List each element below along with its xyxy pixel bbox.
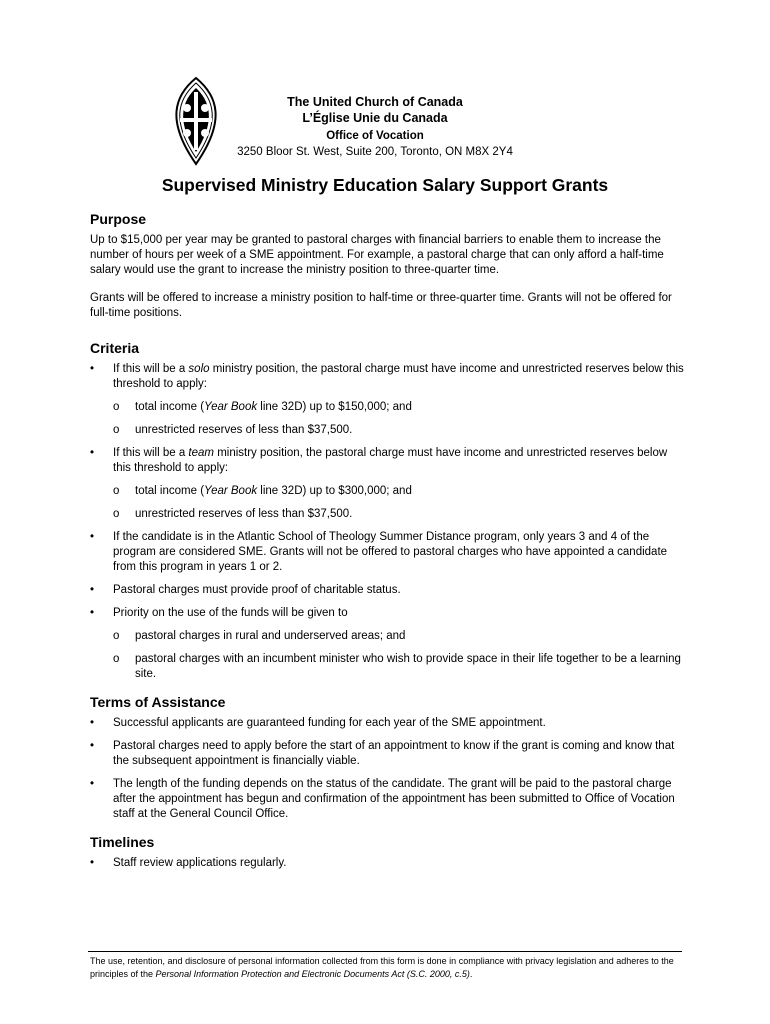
- bullet-icon: •: [90, 717, 95, 729]
- privacy-footer: The use, retention, and disclosure of personal information collected from this form is done in compliance with privacy legislation and adheres to the principles of the Personal Information Protection and Electronic Documents Act (S.C. 2000, c.5).: [90, 956, 674, 979]
- sub-bullet-icon: o: [113, 485, 120, 497]
- criteria-priority-item: • Priority on the use of the funds will be given to o pastoral charges in rural and underserved areas; and o pastoral charges with an incumbent minister who wish to provide space in their life together to be a learning site.: [90, 606, 686, 682]
- bullet-icon: •: [90, 447, 95, 459]
- terms-item: • Pastoral charges need to apply before the start of an appointment to know if the grant is coming and know that the subsequent appointment is financially viable.: [90, 740, 675, 767]
- sub-bullet-icon: o: [113, 401, 120, 413]
- timelines-list: [90, 856, 686, 871]
- terms-list: [90, 716, 686, 822]
- team-reserves-item: o unrestricted reserves of less than $37,500.: [113, 508, 353, 520]
- document-body: [90, 212, 686, 884]
- criteria-atlantic-item: • If the candidate is in the Atlantic School of Theology Summer Distance program, only years 3 and 4 of the program are considered SME. Grants will not be offered to pastoral charges who have appointed a candidate from this program in years 1 or 2.: [90, 531, 668, 573]
- sub-bullet-icon: o: [113, 424, 120, 436]
- document-title: Supervised Ministry Education Salary Support Grants: [161, 175, 609, 195]
- bullet-icon: •: [90, 363, 95, 375]
- bullet-icon: •: [90, 740, 95, 752]
- team-sublist: [113, 484, 686, 522]
- org-name-en: The United Church of Canada: [287, 95, 463, 109]
- sub-bullet-icon: o: [113, 508, 120, 520]
- bullet-icon: •: [90, 607, 95, 619]
- footer-divider: [88, 951, 682, 952]
- priority-incumbent-item: o pastoral charges with an incumbent minister who wish to provide space in their life together to be a learning site.: [113, 653, 681, 680]
- timelines-heading: Timelines: [90, 834, 155, 850]
- bullet-icon: •: [90, 778, 95, 790]
- criteria-list: [90, 362, 686, 682]
- office-name: Office of Vocation: [326, 130, 424, 142]
- solo-reserves-item: o unrestricted reserves of less than $37,500.: [113, 424, 353, 436]
- criteria-charitable-item: • Pastoral charges must provide proof of charitable status.: [90, 584, 401, 596]
- bullet-icon: •: [90, 531, 95, 543]
- priority-sublist: [113, 629, 686, 682]
- purpose-heading: Purpose: [90, 211, 147, 227]
- criteria-heading: Criteria: [90, 340, 140, 356]
- office-address: 3250 Bloor St. West, Suite 200, Toronto, ON M8X 2Y4: [237, 146, 513, 158]
- sub-bullet-icon: o: [113, 653, 120, 665]
- terms-item: • Successful applicants are guaranteed funding for each year of the SME appointment.: [90, 717, 546, 729]
- bullet-icon: •: [90, 857, 95, 869]
- criteria-solo-item: • If this will be a solo ministry position, the pastoral charge must have income and unrestricted reserves below this threshold to apply: o total income (Year Book line 32D) up to $150,000; and o unrestricted reserves of less than $37,500.: [90, 362, 686, 438]
- terms-item: • The length of the funding depends on the status of the candidate. The grant will be paid to the pastoral charge after the appointment has begun and confirmation of the appointment has been submitted to Office of Vocation staff at the General Council Office.: [90, 778, 675, 820]
- org-header: [210, 94, 540, 160]
- sub-bullet-icon: o: [113, 630, 120, 642]
- solo-sublist: [113, 400, 686, 438]
- criteria-team-item: • If this will be a team ministry position, the pastoral charge must have income and unrestricted reserves below this threshold to apply: o total income (Year Book line 32D) up to $300,000; and o unrestricted reserves of less than $37,500.: [90, 446, 686, 522]
- purpose-paragraph-1: Up to $15,000 per year may be granted to pastoral charges with financial barriers to enable them to increase the number of hours per week of a SME appointment. For example, a pastoral charge that can only afford a half-time salary would use the grant to increase the ministry position to three-quarter time.: [90, 234, 664, 276]
- solo-income-item: o total income (Year Book line 32D) up to $150,000; and: [113, 401, 412, 413]
- org-name-fr: L’Église Unie du Canada: [302, 111, 448, 125]
- purpose-paragraph-2: Grants will be offered to increase a ministry position to half-time or three-quarter time. Grants will not be offered for full-time positions.: [90, 292, 672, 319]
- terms-heading: Terms of Assistance: [90, 694, 226, 710]
- bullet-icon: •: [90, 584, 95, 596]
- timelines-item: • Staff review applications regularly.: [90, 857, 287, 869]
- team-income-item: o total income (Year Book line 32D) up to $300,000; and: [113, 485, 412, 497]
- priority-rural-item: o pastoral charges in rural and underserved areas; and: [113, 630, 406, 642]
